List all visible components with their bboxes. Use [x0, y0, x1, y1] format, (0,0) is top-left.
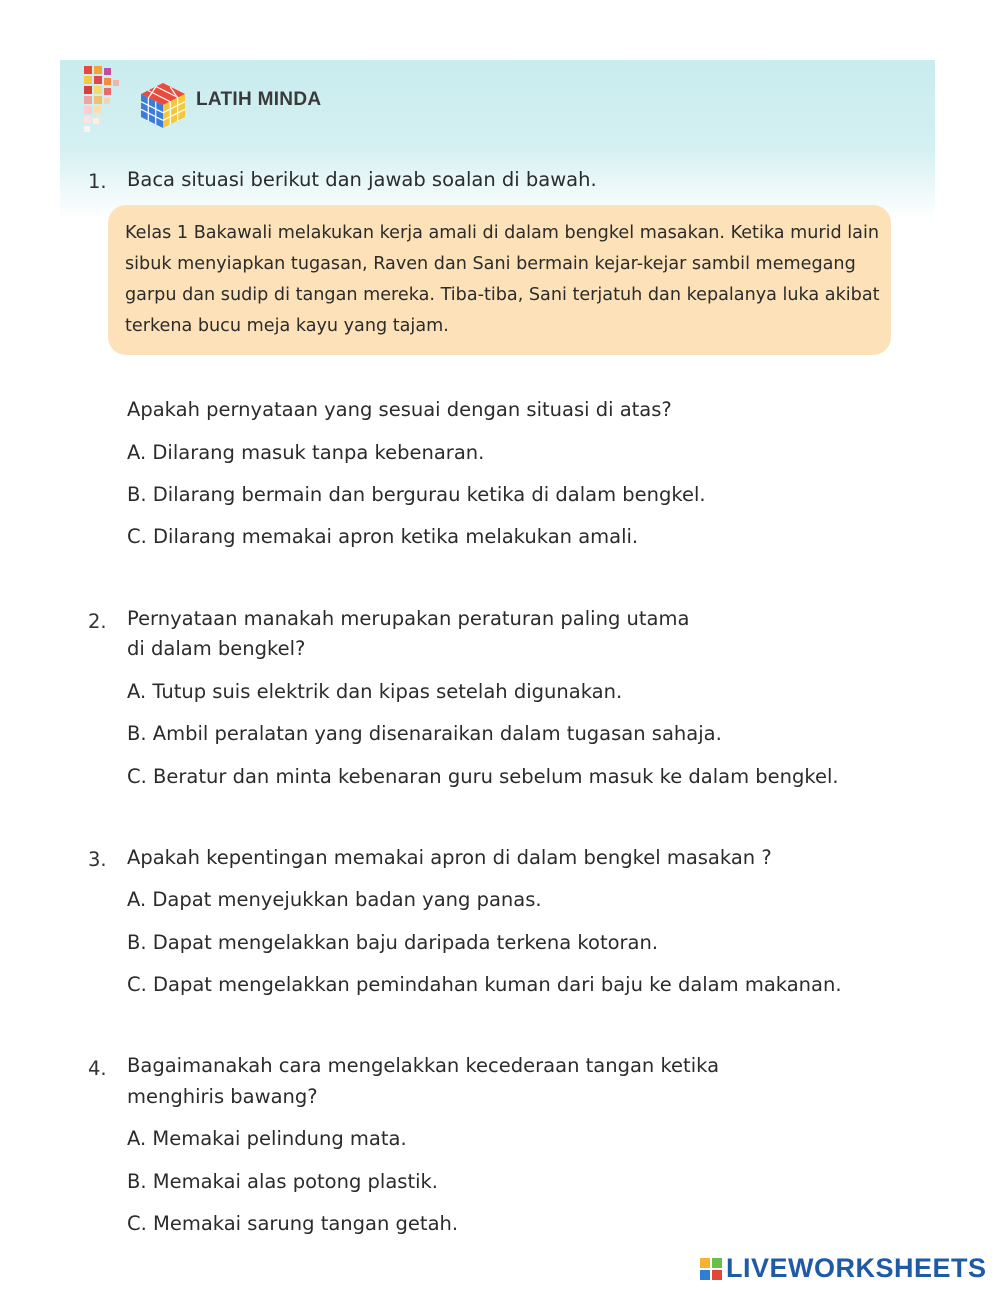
question-4-option-c[interactable]: C. Memakai sarung tangan getah. [127, 1212, 459, 1235]
pixel-decoration-icon [84, 66, 136, 142]
question-3-option-a[interactable]: A. Dapat menyejukkan badan yang panas. [127, 888, 542, 911]
question-4-number: 4. [88, 1057, 107, 1080]
question-3-option-b[interactable]: B. Dapat mengelakkan baju daripada terkena kotoran. [127, 931, 659, 954]
question-1-option-c[interactable]: C. Dilarang memakai apron ketika melakukan amali. [127, 525, 639, 548]
logo-text: LIVEWORKSHEETS [726, 1253, 987, 1283]
question-1-instruction: Baca situasi berikut dan jawab soalan di bawah. [127, 168, 597, 191]
question-3-text: Apakah kepentingan memakai apron di dalam bengkel masakan ? [127, 846, 772, 869]
liveworksheets-logo[interactable] [700, 1253, 987, 1284]
question-4-text-line2: menghiris bawang? [127, 1085, 318, 1108]
section-title: LATIH MINDA [196, 89, 322, 110]
question-4-option-a[interactable]: A. Memakai pelindung mata. [127, 1127, 407, 1150]
question-2-option-a[interactable]: A. Tutup suis elektrik dan kipas setelah digunakan. [127, 680, 623, 703]
situation-text: Kelas 1 Bakawali melakukan kerja amali di dalam bengkel masakan. Ketika murid lain sibuk menyiapkan tugasan, Raven dan Sani bermain kejar-kejar sambil memegang garpu dan sudip di tangan mereka. Tiba-tiba, Sani terjatuh dan kepalanya luka akibat terkena bucu meja kayu yang tajam. [125, 223, 880, 336]
question-1-option-b[interactable]: B. Dilarang bermain dan bergurau ketika di dalam bengkel. [127, 483, 706, 506]
question-1-option-a[interactable]: A. Dilarang masuk tanpa kebenaran. [127, 441, 485, 464]
question-2-text-line2: di dalam bengkel? [127, 637, 306, 660]
question-2-number: 2. [88, 610, 107, 633]
liveworksheets-icon [700, 1258, 722, 1280]
question-3-option-c[interactable]: C. Dapat mengelakkan pemindahan kuman dari baju ke dalam makanan. [127, 973, 842, 996]
question-2-option-b[interactable]: B. Ambil peralatan yang disenaraikan dalam tugasan sahaja. [127, 722, 722, 745]
question-2-option-c[interactable]: C. Beratur dan minta kebenaran guru sebelum masuk ke dalam bengkel. [127, 765, 839, 788]
question-4-option-b[interactable]: B. Memakai alas potong plastik. [127, 1170, 439, 1193]
question-1-text: Apakah pernyataan yang sesuai dengan situasi di atas? [127, 398, 672, 421]
question-2-text-line1: Pernyataan manakah merupakan peraturan paling utama [127, 607, 690, 630]
question-1-number: 1. [88, 170, 107, 193]
question-3-number: 3. [88, 848, 107, 871]
question-4-text-line1: Bagaimanakah cara mengelakkan kecederaan tangan ketika [127, 1054, 720, 1077]
header-band [60, 60, 935, 220]
rubiks-cube-icon [138, 80, 188, 130]
